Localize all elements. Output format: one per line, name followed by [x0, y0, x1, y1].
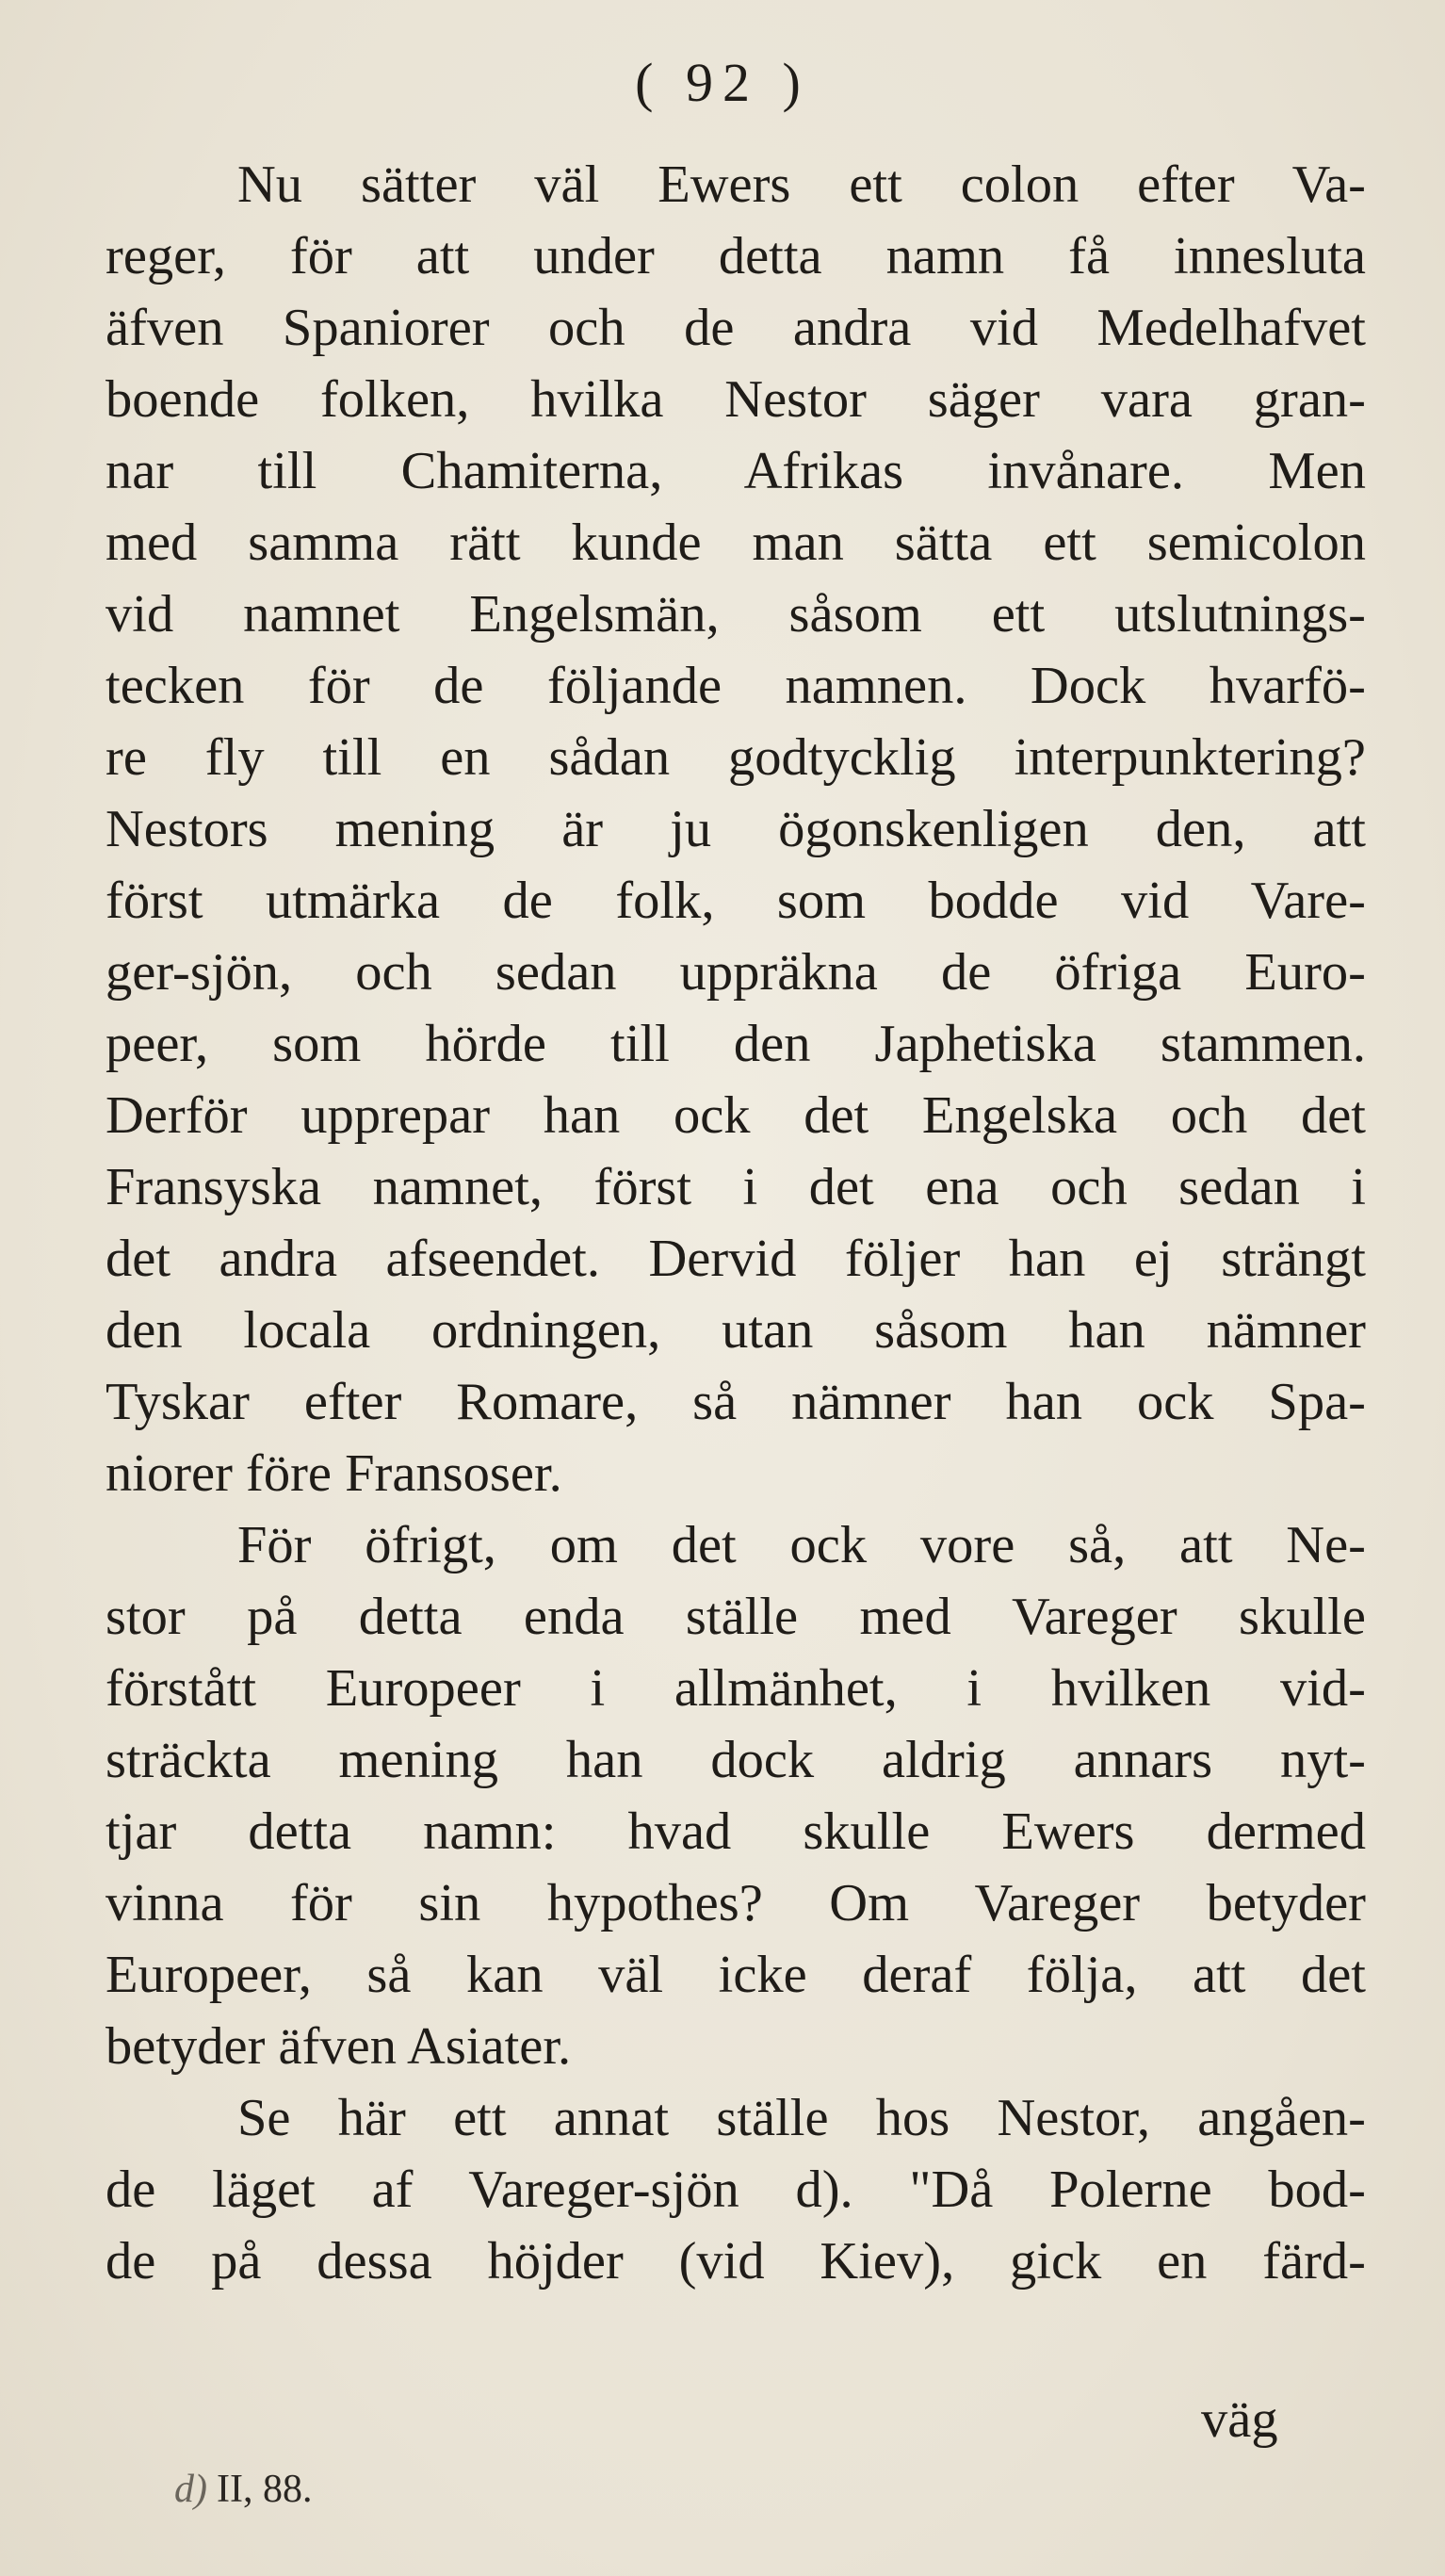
text-line: ger-sjön, och sedan uppräkna de öfriga Euro-: [106, 943, 1366, 1002]
text-line: Europeer, så kan väl icke deraf följa, att det: [106, 1946, 1366, 2004]
text-line: förstått Europeer i allmänhet, i hvilken vid-: [106, 1659, 1366, 1718]
footnote-marker: d): [174, 2468, 207, 2511]
text-line: niorer före Fransoser.: [106, 1444, 562, 1503]
text-line: Nestors mening är ju ögonskenligen den, att: [106, 800, 1366, 858]
text-line: Fransyska namnet, först i det ena och sedan i: [106, 1158, 1366, 1216]
footnote: [174, 2461, 312, 2518]
text-line: äfven Spaniorer och de andra vid Medelhafvet: [106, 299, 1366, 357]
text-line: Tyskar efter Romare, så nämner han ock Spa-: [106, 1373, 1366, 1431]
text-line: tjar detta namn: hvad skulle Ewers dermed: [106, 1802, 1366, 1861]
text-line: Nu sätter väl Ewers ett colon efter Va-: [237, 155, 1366, 214]
text-line: reger, för att under detta namn få innesluta: [106, 227, 1366, 285]
text-line: först utmärka de folk, som bodde vid Vare-: [106, 872, 1366, 930]
text-line: peer, som hörde till den Japhetiska stammen.: [106, 1015, 1366, 1073]
text-line: det andra afseendet. Dervid följer han ej strängt: [106, 1230, 1366, 1288]
text-line: med samma rätt kunde man sätta ett semicolon: [106, 514, 1366, 572]
text-line: Se här ett annat ställe hos Nestor, angåen-: [237, 2089, 1366, 2147]
text-line: vid namnet Engelsmän, såsom ett utslutnings-: [106, 585, 1366, 644]
catchword: väg: [1201, 2390, 1278, 2449]
text-line: de läget af Vareger-sjön d). "Då Polerne bod-: [106, 2160, 1366, 2219]
text-line: nar till Chamiterna, Afrikas invånare. Men: [106, 442, 1366, 500]
text-line: re fly till en sådan godtycklig interpunktering?: [106, 728, 1366, 787]
footnote-text: II, 88.: [217, 2468, 313, 2511]
text-line: För öfrigt, om det ock vore så, att Ne-: [237, 1516, 1366, 1574]
text-line: betyder äfven Asiater.: [106, 2017, 572, 2076]
text-line: de på dessa höjder (vid Kiev), gick en färd-: [106, 2232, 1366, 2291]
text-line: tecken för de följande namnen. Dock hvarfö-: [106, 657, 1366, 715]
text-line: boende folken, hvilka Nestor säger vara gran-: [106, 370, 1366, 429]
text-line: stor på detta enda ställe med Vareger skulle: [106, 1588, 1366, 1646]
text-line: vinna för sin hypothes? Om Vareger betyder: [106, 1874, 1366, 1932]
text-line: Derför upprepar han ock det Engelska och det: [106, 1086, 1366, 1145]
body-text: [106, 149, 1366, 2297]
text-line: den locala ordningen, utan såsom han nämner: [106, 1301, 1366, 1360]
page-number: ( 92 ): [635, 52, 810, 113]
text-line: sträckta mening han dock aldrig annars nyt-: [106, 1731, 1366, 1789]
